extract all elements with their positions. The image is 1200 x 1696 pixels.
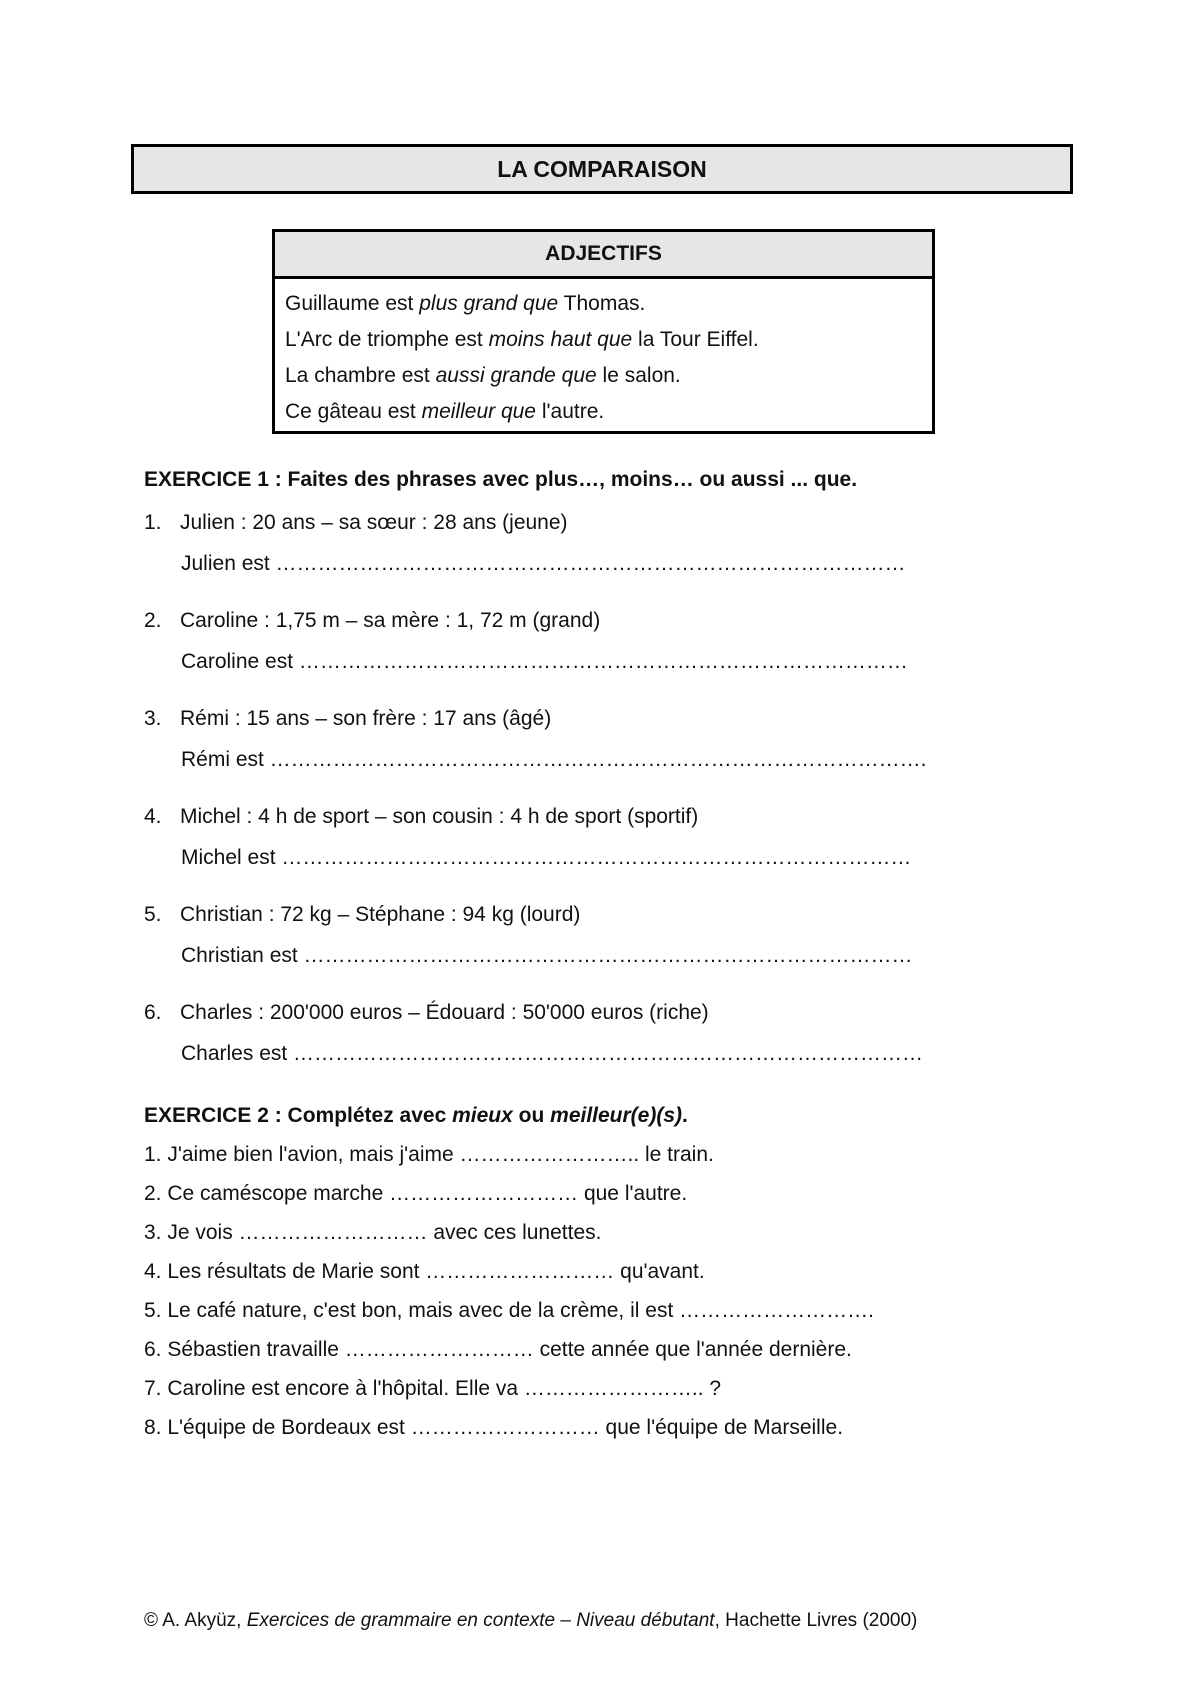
- item-number: 5.: [144, 903, 162, 926]
- item-number: 3.: [144, 707, 162, 730]
- heading-text: .: [682, 1104, 688, 1127]
- prompt-text: Caroline : 1,75 m – sa mère : 1, 72 m (grand): [180, 609, 601, 632]
- exercise-prompt: [144, 511, 568, 535]
- page-title: LA COMPARAISON: [131, 144, 1073, 194]
- prompt-text: Christian : 72 kg – Stéphane : 94 kg (lourd): [180, 903, 581, 926]
- example-text: Ce gâteau est: [285, 400, 422, 423]
- fill-in-sentence[interactable]: 5. Le café nature, c'est bon, mais avec de la crème, il est ……………………….: [144, 1299, 874, 1322]
- citation-text: © A. Akyüz,: [144, 1610, 247, 1631]
- example-comparison: plus grand que: [419, 292, 559, 315]
- example-line: [285, 359, 922, 395]
- exercice1-heading: EXERCICE 1 : Faites des phrases avec plus…, moins… ou aussi ... que.: [144, 468, 858, 491]
- answer-line[interactable]: Christian est ……………………………………………………………………………: [181, 944, 913, 967]
- exercice2-heading: [144, 1104, 688, 1128]
- fill-in-sentence[interactable]: 2. Ce caméscope marche ……………………… que l'autre.: [144, 1182, 688, 1205]
- example-comparison: meilleur que: [421, 400, 536, 423]
- citation-text: , Hachette Livres (2000): [714, 1610, 918, 1631]
- item-number: 1.: [144, 511, 162, 534]
- fill-in-sentence[interactable]: 1. J'aime bien l'avion, mais j'aime …………………….. le train.: [144, 1143, 714, 1166]
- heading-keyword: mieux: [452, 1104, 513, 1127]
- prompt-text: Rémi : 15 ans – son frère : 17 ans (âgé): [180, 707, 552, 730]
- answer-line[interactable]: Rémi est ………………………………………………………………………………….: [181, 748, 927, 771]
- answer-line[interactable]: Michel est ………………………………………………………………………………: [181, 846, 912, 869]
- heading-keyword: meilleur(e)(s): [550, 1104, 683, 1127]
- example-comparison: moins haut que: [488, 328, 633, 351]
- heading-text: ou: [512, 1104, 551, 1127]
- example-text: L'Arc de triomphe est: [285, 328, 489, 351]
- adjectifs-box: [272, 229, 935, 434]
- prompt-text: Michel : 4 h de sport – son cousin : 4 h de sport (sportif): [180, 805, 699, 828]
- fill-in-sentence[interactable]: 6. Sébastien travaille ……………………… cette année que l'année dernière.: [144, 1338, 852, 1361]
- adjectifs-examples: [275, 279, 932, 431]
- example-comparison: aussi grande que: [435, 364, 597, 387]
- fill-in-sentence[interactable]: 7. Caroline est encore à l'hôpital. Elle va …………………….. ?: [144, 1377, 722, 1400]
- fill-in-sentence[interactable]: 4. Les résultats de Marie sont ……………………… qu'avant.: [144, 1260, 705, 1283]
- item-number: 6.: [144, 1001, 162, 1024]
- prompt-text: Julien : 20 ans – sa sœur : 28 ans (jeune): [180, 511, 568, 534]
- example-text: La chambre est: [285, 364, 436, 387]
- heading-text: EXERCICE 2 : Complétez avec: [144, 1104, 453, 1127]
- example-text: le salon.: [596, 364, 681, 387]
- answer-line[interactable]: Caroline est ……………………………………………………………………………: [181, 650, 908, 673]
- example-text: la Tour Eiffel.: [632, 328, 759, 351]
- fill-in-sentence[interactable]: 8. L'équipe de Bordeaux est ……………………… que l'équipe de Marseille.: [144, 1416, 844, 1439]
- item-number: 2.: [144, 609, 162, 632]
- example-text: l'autre.: [536, 400, 605, 423]
- exercise-prompt: [144, 903, 580, 927]
- prompt-text: Charles : 200'000 euros – Édouard : 50'000 euros (riche): [180, 1001, 709, 1024]
- example-line: [285, 323, 922, 359]
- exercise-prompt: [144, 1001, 709, 1025]
- answer-line[interactable]: Julien est ………………………………………………………………………………: [181, 552, 906, 575]
- item-number: 4.: [144, 805, 162, 828]
- example-text: Thomas.: [558, 292, 646, 315]
- example-text: Guillaume est: [285, 292, 420, 315]
- citation-book-title: Exercices de grammaire en contexte – Niveau débutant: [246, 1610, 715, 1631]
- adjectifs-heading: ADJECTIFS: [275, 232, 932, 279]
- answer-line[interactable]: Charles est ………………………………………………………………………………: [181, 1042, 924, 1065]
- exercise-prompt: [144, 805, 698, 829]
- example-line: [285, 287, 922, 323]
- fill-in-sentence[interactable]: 3. Je vois ……………………… avec ces lunettes.: [144, 1221, 602, 1244]
- exercise-prompt: [144, 609, 600, 633]
- example-line: [285, 395, 922, 431]
- exercise-prompt: [144, 707, 551, 731]
- footer-citation: [144, 1610, 917, 1632]
